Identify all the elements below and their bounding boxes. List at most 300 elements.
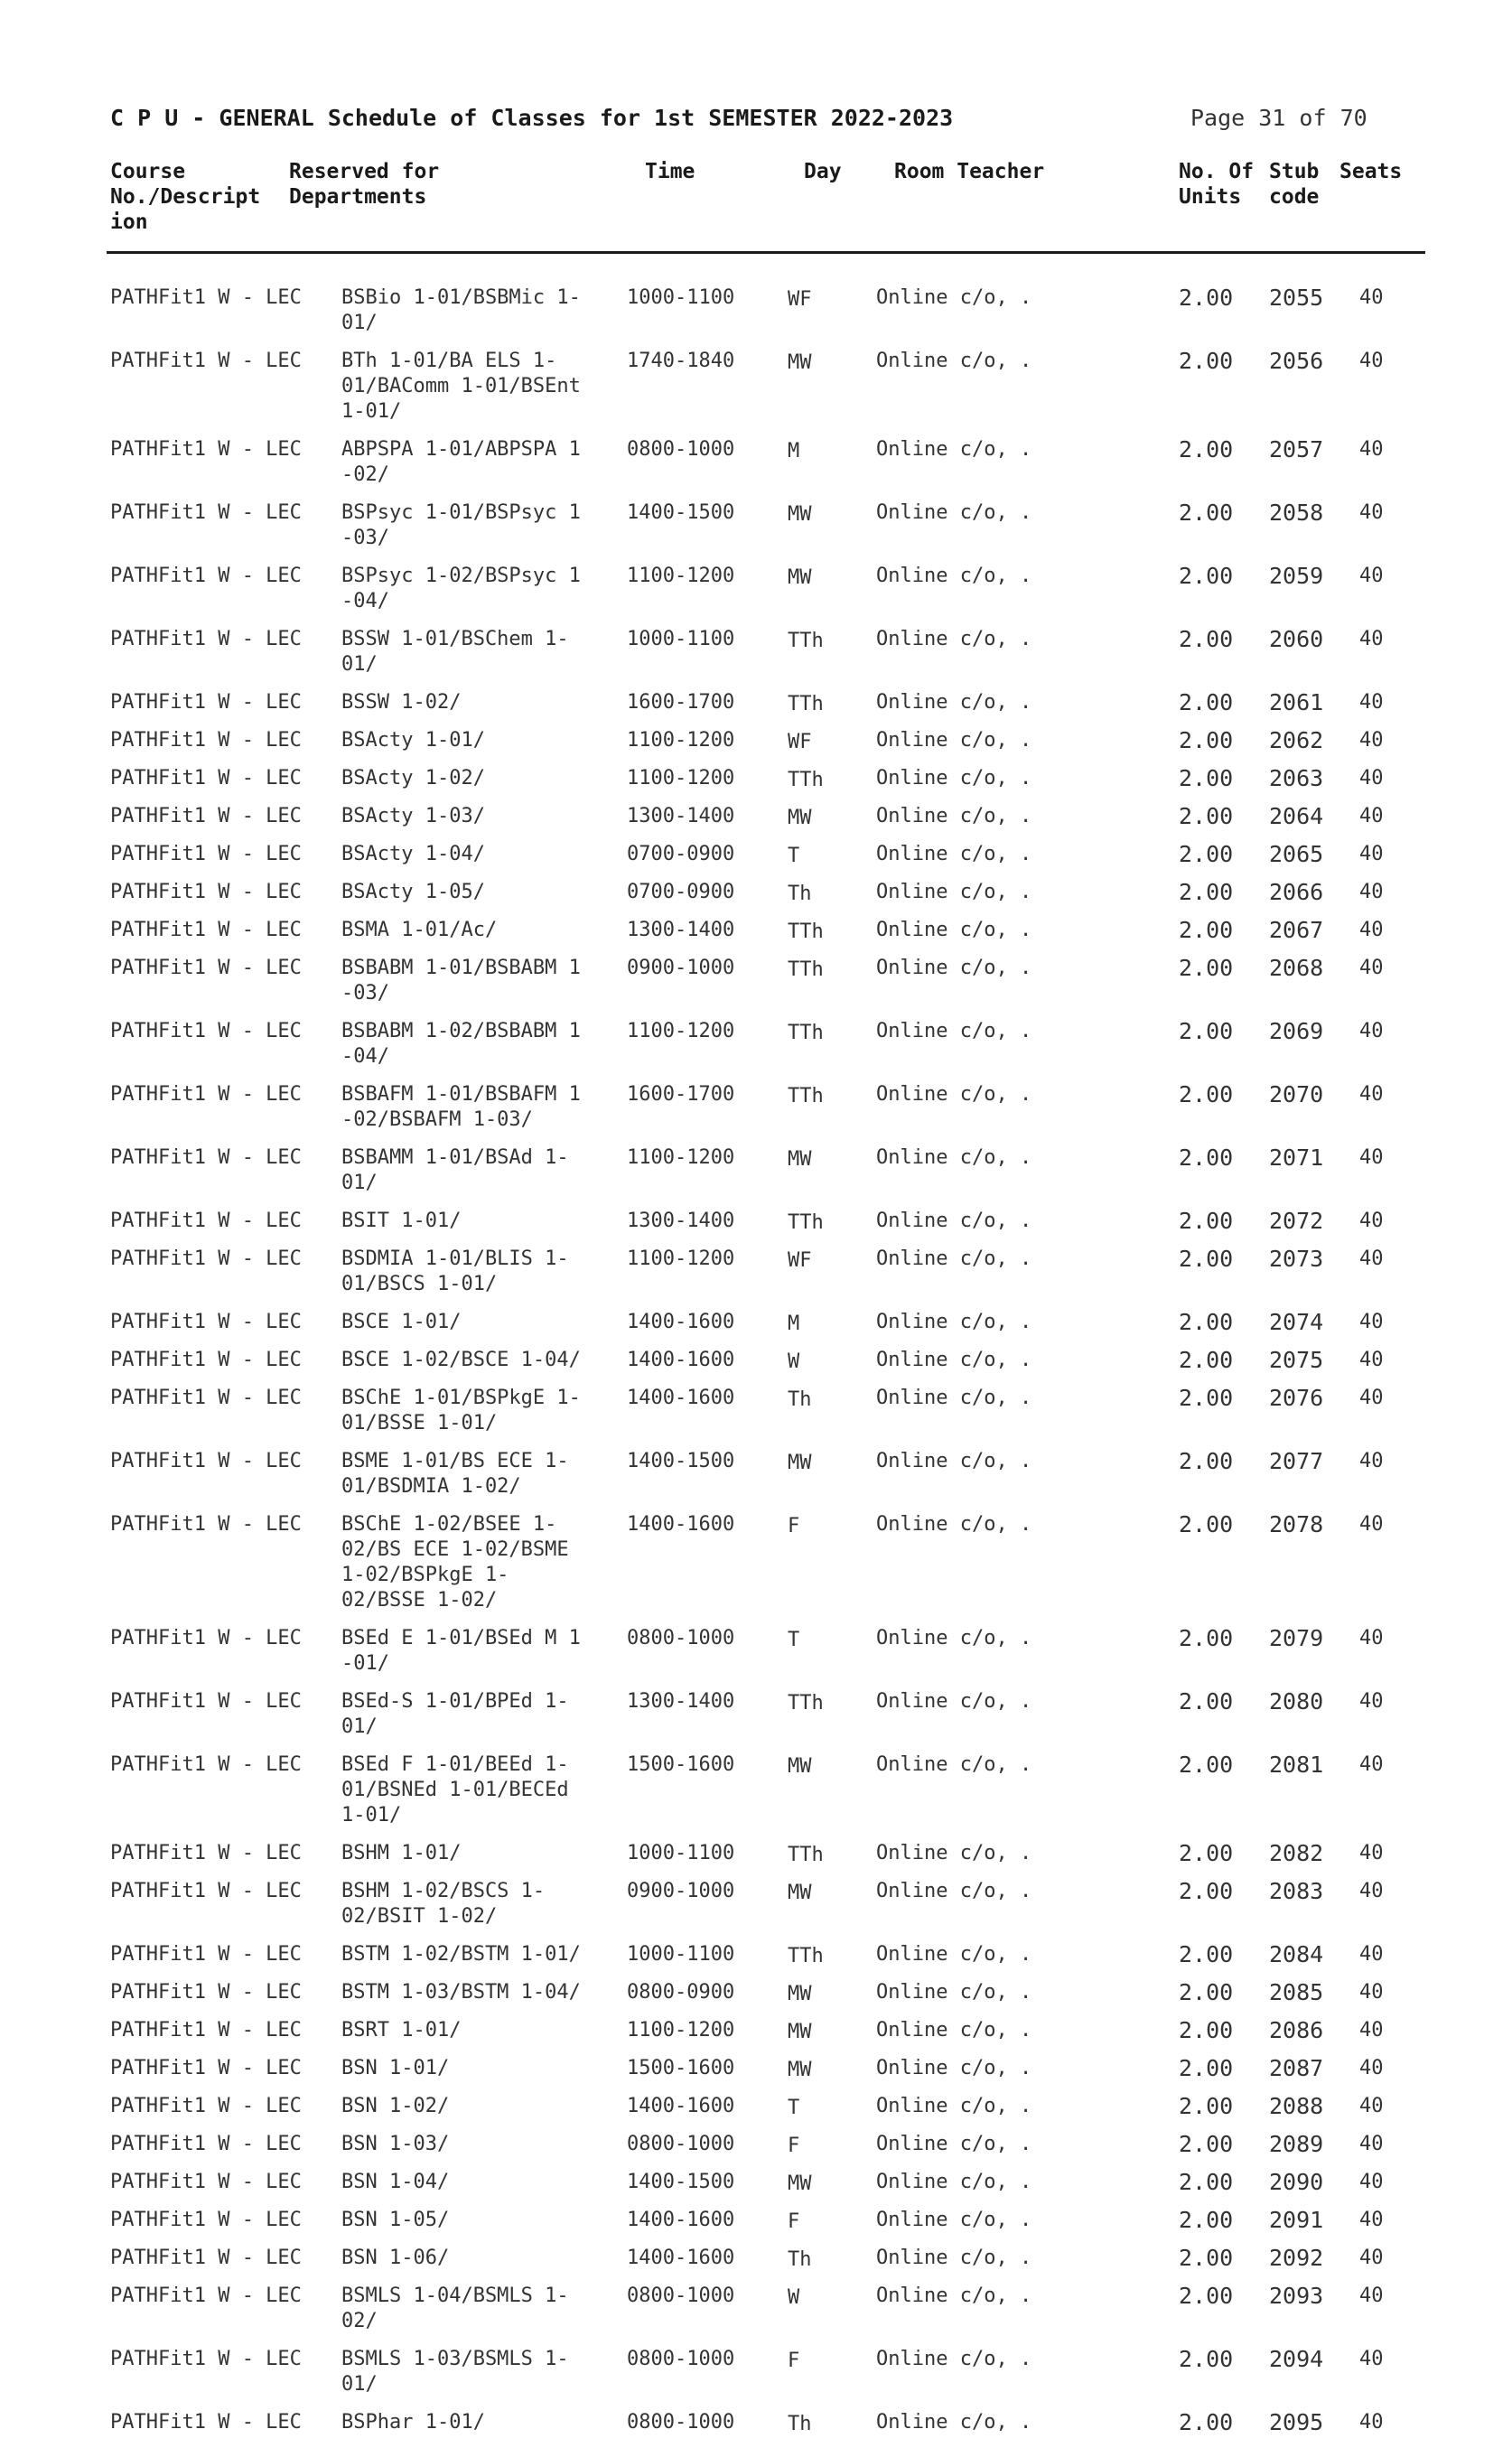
department-cell: BSIT 1-01/ bbox=[341, 1210, 462, 1232]
department-cell: BSEd-S 1-01/BPEd 1- 01/ bbox=[341, 1690, 569, 1738]
room-teacher-cell: Online c/o, . bbox=[876, 1627, 1032, 1649]
room-teacher-cell: Online c/o, . bbox=[876, 1690, 1032, 1713]
time-cell: 1300-1400 bbox=[627, 919, 735, 941]
seats-cell: 40 bbox=[1359, 628, 1384, 650]
seats-cell: 40 bbox=[1359, 2411, 1384, 2434]
stub-code-cell: 2056 bbox=[1269, 348, 1324, 374]
department-cell: BSDMIA 1-01/BLIS 1- 01/BSCS 1-01/ bbox=[341, 1247, 569, 1295]
room-teacher-cell: Online c/o, . bbox=[876, 1083, 1032, 1106]
room-teacher-cell: Online c/o, . bbox=[876, 350, 1032, 372]
course-cell: PATHFit1 W - LEC bbox=[110, 1311, 302, 1333]
seats-cell: 40 bbox=[1359, 2284, 1384, 2307]
day-cell: TTh bbox=[788, 1085, 824, 1107]
page-number: Page 31 of 70 bbox=[1190, 105, 1367, 131]
units-cell: 2.00 bbox=[1179, 2346, 1234, 2372]
seats-cell: 40 bbox=[1359, 350, 1384, 372]
table-row bbox=[0, 2056, 1512, 2094]
room-teacher-cell: Online c/o, . bbox=[876, 767, 1032, 790]
table-row bbox=[0, 1942, 1512, 1980]
table-row bbox=[0, 1512, 1512, 1626]
table-row bbox=[0, 349, 1512, 437]
department-cell: BSSW 1-01/BSChem 1- 01/ bbox=[341, 628, 569, 676]
course-cell: PATHFit1 W - LEC bbox=[110, 691, 302, 714]
seats-cell: 40 bbox=[1359, 1842, 1384, 1864]
units-cell: 2.00 bbox=[1179, 348, 1234, 374]
stub-code-cell: 2095 bbox=[1269, 2409, 1324, 2435]
stub-code-cell: 2059 bbox=[1269, 563, 1324, 589]
units-cell: 2.00 bbox=[1179, 1840, 1234, 1866]
time-cell: 1100-1200 bbox=[627, 1247, 735, 1270]
time-cell: 1100-1200 bbox=[627, 729, 735, 752]
time-cell: 1400-1600 bbox=[627, 1513, 735, 1536]
room-teacher-cell: Online c/o, . bbox=[876, 1943, 1032, 1966]
time-cell: 0800-1000 bbox=[627, 2284, 735, 2307]
room-teacher-cell: Online c/o, . bbox=[876, 729, 1032, 752]
department-cell: BSBABM 1-02/BSBABM 1 -04/ bbox=[341, 1020, 581, 1068]
seats-cell: 40 bbox=[1359, 2247, 1384, 2269]
department-cell: BSBAFM 1-01/BSBAFM 1 -02/BSBAFM 1-03/ bbox=[341, 1083, 581, 1131]
department-cell: BSBAMM 1-01/BSAd 1- 01/ bbox=[341, 1146, 569, 1194]
units-cell: 2.00 bbox=[1179, 2093, 1234, 2119]
table-row bbox=[0, 1879, 1512, 1942]
room-teacher-cell: Online c/o, . bbox=[876, 691, 1032, 714]
seats-cell: 40 bbox=[1359, 881, 1384, 903]
stub-code-cell: 2062 bbox=[1269, 727, 1324, 753]
course-cell: PATHFit1 W - LEC bbox=[110, 2284, 302, 2307]
day-cell: F bbox=[788, 1515, 800, 1537]
table-row bbox=[0, 1019, 1512, 1082]
table-row bbox=[0, 2170, 1512, 2208]
header-course: Course No./Descript ion bbox=[110, 160, 261, 234]
course-cell: PATHFit1 W - LEC bbox=[110, 2247, 302, 2269]
seats-cell: 40 bbox=[1359, 286, 1384, 309]
header-day: Day bbox=[804, 160, 842, 183]
stub-code-cell: 2068 bbox=[1269, 955, 1324, 981]
seats-cell: 40 bbox=[1359, 2019, 1384, 2042]
day-cell: TTh bbox=[788, 769, 824, 791]
department-cell: BSActy 1-04/ bbox=[341, 843, 485, 865]
room-teacher-cell: Online c/o, . bbox=[876, 1753, 1032, 1776]
stub-code-cell: 2081 bbox=[1269, 1752, 1324, 1778]
units-cell: 2.00 bbox=[1179, 1448, 1234, 1474]
day-cell: WF bbox=[788, 1249, 812, 1272]
time-cell: 1500-1600 bbox=[627, 1753, 735, 1776]
time-cell: 1400-1600 bbox=[627, 1349, 735, 1371]
seats-cell: 40 bbox=[1359, 2133, 1384, 2155]
room-teacher-cell: Online c/o, . bbox=[876, 2348, 1032, 2370]
units-cell: 2.00 bbox=[1179, 1309, 1234, 1335]
table-row bbox=[0, 766, 1512, 804]
units-cell: 2.00 bbox=[1179, 803, 1234, 829]
seats-cell: 40 bbox=[1359, 2348, 1384, 2370]
time-cell: 0800-0900 bbox=[627, 1981, 735, 2004]
stub-code-cell: 2085 bbox=[1269, 1979, 1324, 2005]
time-cell: 1400-1500 bbox=[627, 2171, 735, 2193]
department-cell: BSEd F 1-01/BEEd 1- 01/BSNEd 1-01/BECEd 1-01/ bbox=[341, 1753, 569, 1827]
table-row bbox=[0, 2347, 1512, 2410]
stub-code-cell: 2089 bbox=[1269, 2131, 1324, 2157]
department-cell: BSMLS 1-04/BSMLS 1- 02/ bbox=[341, 2284, 569, 2332]
room-teacher-cell: Online c/o, . bbox=[876, 2247, 1032, 2269]
course-cell: PATHFit1 W - LEC bbox=[110, 2209, 302, 2231]
time-cell: 1000-1100 bbox=[627, 286, 735, 309]
units-cell: 2.00 bbox=[1179, 2207, 1234, 2233]
stub-code-cell: 2082 bbox=[1269, 1840, 1324, 1866]
units-cell: 2.00 bbox=[1179, 285, 1234, 311]
table-row bbox=[0, 2246, 1512, 2284]
day-cell: MW bbox=[788, 1148, 812, 1171]
room-teacher-cell: Online c/o, . bbox=[876, 286, 1032, 309]
room-teacher-cell: Online c/o, . bbox=[876, 2171, 1032, 2193]
units-cell: 2.00 bbox=[1179, 436, 1234, 463]
department-cell: BSEd E 1-01/BSEd M 1 -01/ bbox=[341, 1627, 581, 1675]
seats-cell: 40 bbox=[1359, 843, 1384, 865]
stub-code-cell: 2083 bbox=[1269, 1878, 1324, 1904]
seats-cell: 40 bbox=[1359, 565, 1384, 587]
room-teacher-cell: Online c/o, . bbox=[876, 843, 1032, 865]
time-cell: 1600-1700 bbox=[627, 691, 735, 714]
room-teacher-cell: Online c/o, . bbox=[876, 628, 1032, 650]
stub-code-cell: 2088 bbox=[1269, 2093, 1324, 2119]
time-cell: 0800-1000 bbox=[627, 2411, 735, 2434]
course-cell: PATHFit1 W - LEC bbox=[110, 2411, 302, 2434]
table-row bbox=[0, 1689, 1512, 1752]
department-cell: BSN 1-02/ bbox=[341, 2095, 450, 2117]
time-cell: 1300-1400 bbox=[627, 1690, 735, 1713]
department-cell: BSActy 1-03/ bbox=[341, 805, 485, 827]
time-cell: 1100-1200 bbox=[627, 1146, 735, 1169]
stub-code-cell: 2061 bbox=[1269, 689, 1324, 715]
seats-cell: 40 bbox=[1359, 1450, 1384, 1472]
course-cell: PATHFit1 W - LEC bbox=[110, 628, 302, 650]
time-cell: 1000-1100 bbox=[627, 1943, 735, 1966]
table-row bbox=[0, 728, 1512, 766]
course-cell: PATHFit1 W - LEC bbox=[110, 2095, 302, 2117]
time-cell: 1400-1600 bbox=[627, 1387, 735, 1409]
course-cell: PATHFit1 W - LEC bbox=[110, 1020, 302, 1042]
seats-cell: 40 bbox=[1359, 805, 1384, 827]
stub-code-cell: 2065 bbox=[1269, 841, 1324, 867]
room-teacher-cell: Online c/o, . bbox=[876, 438, 1032, 461]
course-cell: PATHFit1 W - LEC bbox=[110, 1753, 302, 1776]
units-cell: 2.00 bbox=[1179, 2409, 1234, 2435]
course-cell: PATHFit1 W - LEC bbox=[110, 881, 302, 903]
table-row bbox=[0, 690, 1512, 728]
day-cell: W bbox=[788, 2286, 800, 2309]
department-cell: BSTM 1-02/BSTM 1-01/ bbox=[341, 1943, 581, 1966]
day-cell: TTh bbox=[788, 1211, 824, 1234]
time-cell: 1400-1600 bbox=[627, 2095, 735, 2117]
day-cell: W bbox=[788, 1350, 800, 1373]
course-cell: PATHFit1 W - LEC bbox=[110, 1943, 302, 1966]
table-row bbox=[0, 1752, 1512, 1841]
room-teacher-cell: Online c/o, . bbox=[876, 1247, 1032, 1270]
room-teacher-cell: Online c/o, . bbox=[876, 919, 1032, 941]
day-cell: Th bbox=[788, 883, 812, 905]
day-cell: Th bbox=[788, 2413, 812, 2435]
department-cell: BSActy 1-05/ bbox=[341, 881, 485, 903]
day-cell: T bbox=[788, 845, 800, 867]
table-row bbox=[0, 2410, 1512, 2448]
units-cell: 2.00 bbox=[1179, 841, 1234, 867]
day-cell: TTh bbox=[788, 1692, 824, 1715]
day-cell: MW bbox=[788, 2172, 812, 2195]
table-row bbox=[0, 880, 1512, 918]
day-cell: MW bbox=[788, 1983, 812, 2005]
room-teacher-cell: Online c/o, . bbox=[876, 2411, 1032, 2434]
stub-code-cell: 2057 bbox=[1269, 436, 1324, 463]
time-cell: 1400-1600 bbox=[627, 1311, 735, 1333]
seats-cell: 40 bbox=[1359, 1146, 1384, 1169]
course-cell: PATHFit1 W - LEC bbox=[110, 501, 302, 524]
day-cell: MW bbox=[788, 1452, 812, 1474]
day-cell: Th bbox=[788, 2248, 812, 2271]
seats-cell: 40 bbox=[1359, 2171, 1384, 2193]
department-cell: BSTM 1-03/BSTM 1-04/ bbox=[341, 1981, 581, 2004]
units-cell: 2.00 bbox=[1179, 2131, 1234, 2157]
stub-code-cell: 2078 bbox=[1269, 1511, 1324, 1537]
table-row bbox=[0, 564, 1512, 627]
time-cell: 0700-0900 bbox=[627, 881, 735, 903]
course-cell: PATHFit1 W - LEC bbox=[110, 1146, 302, 1169]
department-cell: BSN 1-06/ bbox=[341, 2247, 450, 2269]
department-cell: BTh 1-01/BA ELS 1- 01/BAComm 1-01/BSEnt 1-01/ bbox=[341, 350, 581, 423]
time-cell: 0800-1000 bbox=[627, 2133, 735, 2155]
stub-code-cell: 2058 bbox=[1269, 500, 1324, 526]
room-teacher-cell: Online c/o, . bbox=[876, 1450, 1032, 1472]
seats-cell: 40 bbox=[1359, 1349, 1384, 1371]
time-cell: 0900-1000 bbox=[627, 1880, 735, 1902]
seats-cell: 40 bbox=[1359, 1880, 1384, 1902]
table-row bbox=[0, 2094, 1512, 2132]
stub-code-cell: 2094 bbox=[1269, 2346, 1324, 2372]
stub-code-cell: 2067 bbox=[1269, 917, 1324, 943]
table-row bbox=[0, 1209, 1512, 1247]
header-time: Time bbox=[645, 160, 695, 183]
stub-code-cell: 2087 bbox=[1269, 2055, 1324, 2081]
table-row bbox=[0, 627, 1512, 690]
department-cell: BSCE 1-02/BSCE 1-04/ bbox=[341, 1349, 581, 1371]
units-cell: 2.00 bbox=[1179, 727, 1234, 753]
units-cell: 2.00 bbox=[1179, 879, 1234, 905]
department-cell: BSME 1-01/BS ECE 1- 01/BSDMIA 1-02/ bbox=[341, 1450, 569, 1498]
day-cell: TTh bbox=[788, 1945, 824, 1967]
room-teacher-cell: Online c/o, . bbox=[876, 2095, 1032, 2117]
course-cell: PATHFit1 W - LEC bbox=[110, 1627, 302, 1649]
table-row bbox=[0, 2284, 1512, 2347]
day-cell: TTh bbox=[788, 920, 824, 943]
seats-cell: 40 bbox=[1359, 1513, 1384, 1536]
units-cell: 2.00 bbox=[1179, 1878, 1234, 1904]
room-teacher-cell: Online c/o, . bbox=[876, 957, 1032, 979]
room-teacher-cell: Online c/o, . bbox=[876, 1311, 1032, 1333]
header-room-teacher: Room Teacher bbox=[894, 160, 1045, 183]
time-cell: 1400-1500 bbox=[627, 501, 735, 524]
stub-code-cell: 2084 bbox=[1269, 1941, 1324, 1967]
units-cell: 2.00 bbox=[1179, 2017, 1234, 2043]
table-row bbox=[0, 1449, 1512, 1512]
time-cell: 0800-1000 bbox=[627, 1627, 735, 1649]
course-cell: PATHFit1 W - LEC bbox=[110, 919, 302, 941]
time-cell: 1100-1200 bbox=[627, 1020, 735, 1042]
header-stub-code: Stub code bbox=[1269, 160, 1320, 209]
units-cell: 2.00 bbox=[1179, 563, 1234, 589]
time-cell: 1100-1200 bbox=[627, 565, 735, 587]
table-row bbox=[0, 1145, 1512, 1209]
units-cell: 2.00 bbox=[1179, 626, 1234, 652]
room-teacher-cell: Online c/o, . bbox=[876, 2019, 1032, 2042]
units-cell: 2.00 bbox=[1179, 1385, 1234, 1411]
units-cell: 2.00 bbox=[1179, 1625, 1234, 1651]
table-row bbox=[0, 437, 1512, 500]
time-cell: 1000-1100 bbox=[627, 628, 735, 650]
stub-code-cell: 2055 bbox=[1269, 285, 1324, 311]
department-cell: BSN 1-04/ bbox=[341, 2171, 450, 2193]
department-cell: BSChE 1-02/BSEE 1- 02/BS ECE 1-02/BSME 1-02/BSPkgE 1- 02/BSSE 1-02/ bbox=[341, 1513, 569, 1612]
seats-cell: 40 bbox=[1359, 957, 1384, 979]
units-cell: 2.00 bbox=[1179, 2055, 1234, 2081]
day-cell: MW bbox=[788, 503, 812, 526]
schedule-table bbox=[0, 285, 1512, 2448]
room-teacher-cell: Online c/o, . bbox=[876, 2057, 1032, 2079]
units-cell: 2.00 bbox=[1179, 1688, 1234, 1715]
seats-cell: 40 bbox=[1359, 691, 1384, 714]
seats-cell: 40 bbox=[1359, 1247, 1384, 1270]
seats-cell: 40 bbox=[1359, 1387, 1384, 1409]
stub-code-cell: 2072 bbox=[1269, 1208, 1324, 1234]
stub-code-cell: 2079 bbox=[1269, 1625, 1324, 1651]
table-row bbox=[0, 2132, 1512, 2170]
units-cell: 2.00 bbox=[1179, 2245, 1234, 2271]
room-teacher-cell: Online c/o, . bbox=[876, 1349, 1032, 1371]
table-row bbox=[0, 804, 1512, 842]
stub-code-cell: 2071 bbox=[1269, 1145, 1324, 1171]
course-cell: PATHFit1 W - LEC bbox=[110, 767, 302, 790]
seats-cell: 40 bbox=[1359, 1311, 1384, 1333]
department-cell: BSActy 1-01/ bbox=[341, 729, 485, 752]
header-reserved: Reserved for Departments bbox=[289, 160, 440, 209]
stub-code-cell: 2064 bbox=[1269, 803, 1324, 829]
course-cell: PATHFit1 W - LEC bbox=[110, 843, 302, 865]
table-row bbox=[0, 1082, 1512, 1145]
seats-cell: 40 bbox=[1359, 1753, 1384, 1776]
units-cell: 2.00 bbox=[1179, 689, 1234, 715]
day-cell: MW bbox=[788, 807, 812, 829]
seats-cell: 40 bbox=[1359, 501, 1384, 524]
units-cell: 2.00 bbox=[1179, 1145, 1234, 1171]
seats-cell: 40 bbox=[1359, 2057, 1384, 2079]
department-cell: BSN 1-05/ bbox=[341, 2209, 450, 2231]
time-cell: 1100-1200 bbox=[627, 767, 735, 790]
day-cell: Th bbox=[788, 1388, 812, 1411]
course-cell: PATHFit1 W - LEC bbox=[110, 2171, 302, 2193]
stub-code-cell: 2080 bbox=[1269, 1688, 1324, 1715]
course-cell: PATHFit1 W - LEC bbox=[110, 805, 302, 827]
table-row bbox=[0, 842, 1512, 880]
table-row bbox=[0, 285, 1512, 349]
units-cell: 2.00 bbox=[1179, 1752, 1234, 1778]
seats-cell: 40 bbox=[1359, 2209, 1384, 2231]
time-cell: 0900-1000 bbox=[627, 957, 735, 979]
units-cell: 2.00 bbox=[1179, 1979, 1234, 2005]
day-cell: TTh bbox=[788, 958, 824, 981]
room-teacher-cell: Online c/o, . bbox=[876, 1210, 1032, 1232]
room-teacher-cell: Online c/o, . bbox=[876, 2133, 1032, 2155]
time-cell: 1600-1700 bbox=[627, 1083, 735, 1106]
units-cell: 2.00 bbox=[1179, 917, 1234, 943]
day-cell: WF bbox=[788, 731, 812, 753]
department-cell: BSBio 1-01/BSBMic 1- 01/ bbox=[341, 286, 581, 334]
time-cell: 1400-1500 bbox=[627, 1450, 735, 1472]
stub-code-cell: 2086 bbox=[1269, 2017, 1324, 2043]
department-cell: BSChE 1-01/BSPkgE 1- 01/BSSE 1-01/ bbox=[341, 1387, 581, 1434]
seats-cell: 40 bbox=[1359, 767, 1384, 790]
time-cell: 1300-1400 bbox=[627, 805, 735, 827]
course-cell: PATHFit1 W - LEC bbox=[110, 1083, 302, 1106]
course-cell: PATHFit1 W - LEC bbox=[110, 1880, 302, 1902]
room-teacher-cell: Online c/o, . bbox=[876, 565, 1032, 587]
table-row bbox=[0, 1626, 1512, 1689]
day-cell: TTh bbox=[788, 693, 824, 715]
course-cell: PATHFit1 W - LEC bbox=[110, 1450, 302, 1472]
stub-code-cell: 2077 bbox=[1269, 1448, 1324, 1474]
day-cell: TTh bbox=[788, 1022, 824, 1044]
stub-code-cell: 2060 bbox=[1269, 626, 1324, 652]
table-row bbox=[0, 956, 1512, 1019]
day-cell: T bbox=[788, 1629, 800, 1651]
time-cell: 1100-1200 bbox=[627, 2019, 735, 2042]
seats-cell: 40 bbox=[1359, 1083, 1384, 1106]
header-seats: Seats bbox=[1339, 160, 1403, 183]
units-cell: 2.00 bbox=[1179, 765, 1234, 791]
time-cell: 1400-1600 bbox=[627, 2209, 735, 2231]
room-teacher-cell: Online c/o, . bbox=[876, 1146, 1032, 1169]
stub-code-cell: 2093 bbox=[1269, 2283, 1324, 2309]
day-cell: MW bbox=[788, 1755, 812, 1778]
header-rule bbox=[107, 251, 1425, 254]
day-cell: TTh bbox=[788, 630, 824, 652]
day-cell: WF bbox=[788, 288, 812, 311]
department-cell: BSHM 1-02/BSCS 1- 02/BSIT 1-02/ bbox=[341, 1880, 546, 1928]
course-cell: PATHFit1 W - LEC bbox=[110, 438, 302, 461]
stub-code-cell: 2069 bbox=[1269, 1018, 1324, 1044]
seats-cell: 40 bbox=[1359, 1020, 1384, 1042]
day-cell: MW bbox=[788, 351, 812, 374]
day-cell: MW bbox=[788, 2021, 812, 2043]
units-cell: 2.00 bbox=[1179, 1941, 1234, 1967]
course-cell: PATHFit1 W - LEC bbox=[110, 2019, 302, 2042]
units-cell: 2.00 bbox=[1179, 1081, 1234, 1107]
table-row bbox=[0, 2208, 1512, 2246]
course-cell: PATHFit1 W - LEC bbox=[110, 350, 302, 372]
seats-cell: 40 bbox=[1359, 1627, 1384, 1649]
department-cell: BSN 1-03/ bbox=[341, 2133, 450, 2155]
day-cell: MW bbox=[788, 1882, 812, 1904]
day-cell: F bbox=[788, 2210, 800, 2233]
course-cell: PATHFit1 W - LEC bbox=[110, 2057, 302, 2079]
time-cell: 0800-1000 bbox=[627, 438, 735, 461]
seats-cell: 40 bbox=[1359, 438, 1384, 461]
table-row bbox=[0, 1310, 1512, 1348]
department-cell: BSMLS 1-03/BSMLS 1- 01/ bbox=[341, 2348, 569, 2396]
table-row bbox=[0, 918, 1512, 956]
header-units: No. Of Units bbox=[1179, 160, 1255, 209]
room-teacher-cell: Online c/o, . bbox=[876, 2209, 1032, 2231]
day-cell: F bbox=[788, 2350, 800, 2372]
course-cell: PATHFit1 W - LEC bbox=[110, 1210, 302, 1232]
room-teacher-cell: Online c/o, . bbox=[876, 1387, 1032, 1409]
table-row bbox=[0, 1980, 1512, 2018]
